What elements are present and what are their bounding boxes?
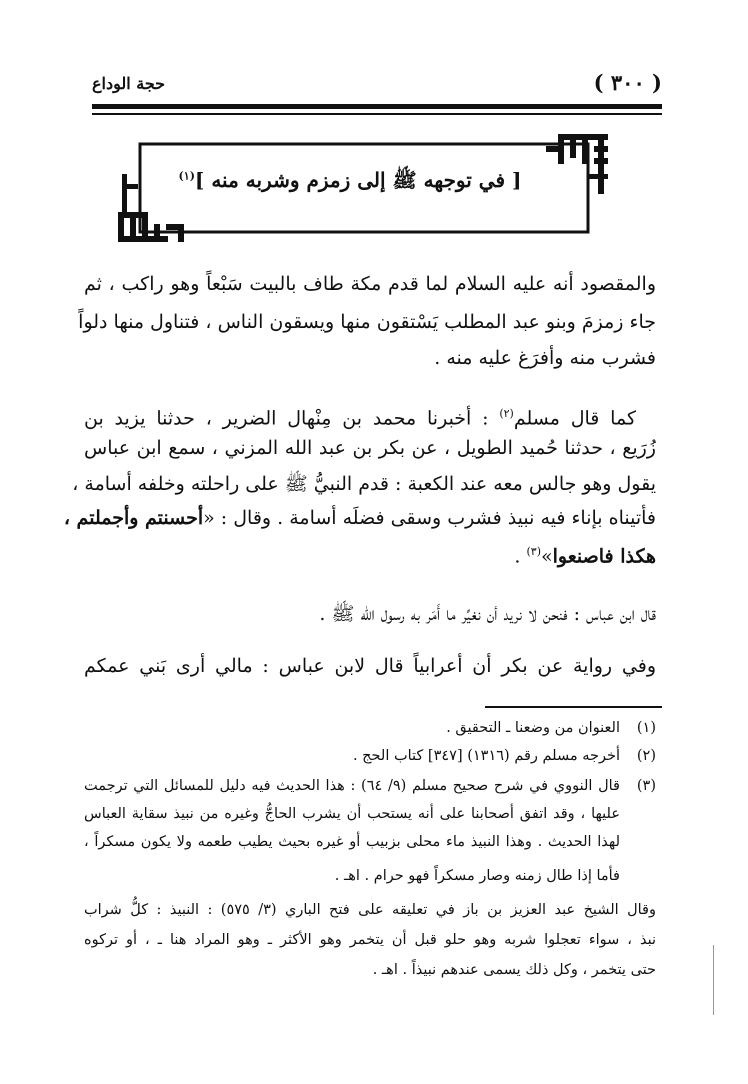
text-run: : أخبرنا محمد بن مِنْهال الضرير ، حدثنا يزيد بن [84, 407, 500, 430]
footnote-text-line: لهذا الحديث . وهذا النبيذ ماء محلى بزبيب أو غيره بحيث يطيب طعمه ولا يكون مسكراً ، [84, 834, 620, 850]
body-line [63, 506, 656, 530]
text-run: . [514, 545, 527, 568]
page-header [92, 70, 662, 100]
body-line: والمقصود أنه عليه السلام لما قدم مكة طاف بالبيت سَبْعاً وهو راكب ، ثم [84, 273, 656, 295]
body-line: يقول وهو جالس معه عند الكعبة : قدم النبيُّ ﷺ على راحلته وخلفه أسامة ، [72, 473, 656, 495]
footnote-ref-1: (١) [178, 169, 195, 183]
text-run: » [540, 545, 553, 568]
text-run: كما قال مسلم [513, 407, 636, 430]
section-title [140, 168, 560, 197]
footnote-text-line: قال النووي في شرح صحيح مسلم (٩/ ٦٤) : هذا الحديث فيه دليل للمسائل التي ترجمت [84, 778, 620, 794]
hadith-quote-bold: أحسنتم وأجملتم ، [63, 507, 204, 529]
body-line: زُرَيع ، حدثنا حُميد الطويل ، عن بكر بن عبد الله المزني ، سمع ابن عباس [84, 437, 656, 459]
footnote-number: (٣) [636, 778, 656, 794]
footnote-text-line: حتى يتخمر ، وكل ذلك يسمى عندهم نبيذاً . اهـ . [372, 962, 656, 978]
footnote-ref-2: (٢) [499, 407, 514, 420]
header-rule-thick [92, 104, 662, 109]
footnote-separator [485, 706, 662, 708]
margin-mark [713, 945, 714, 1015]
body-line: فشرب منه وأفرَغ عليه منه . [434, 347, 656, 369]
body-line [84, 540, 656, 568]
footnote-number: (١) [636, 720, 656, 736]
body-line: قال ابن عباس : فنحن لا نريد أن نغيِّر ما أَمَر به رسول الله ﷺ . [319, 603, 656, 625]
text-run: فأتيناه بإناء فيه نبيذ فشرب وسقى فضلَه أسامة . وقال : « [203, 507, 656, 529]
footnote-text: العنوان من وضعنا ـ التحقيق . [446, 720, 620, 736]
footnote-number: (٢) [636, 748, 656, 764]
footnote-1 [84, 718, 656, 738]
running-title: حجة الوداع [92, 74, 166, 93]
page-number: ( ٣٠٠ ) [593, 70, 662, 95]
header-rule-thin [92, 113, 662, 115]
footnote-2 [84, 746, 656, 766]
footnote-text-line: عليها ، وقد اتفق أصحابنا على أنه يستحب أن يشرب الحاجُّ وغيره من نبيذ سقاية العباس [84, 806, 620, 822]
section-title-text: [ في توجهه ﷺ إلى زمزم وشربه منه ] [194, 168, 522, 192]
footnote-text-line: وقال الشيخ عبد العزيز بن باز في تعليقه على فتح الباري (٣/ ٥٧٥) : النبيذ : كلُّ شراب [84, 902, 656, 918]
body-line: جاء زمزمَ وبنو عبد المطلب يَسْتقون منها ويسقون الناس ، فتناول منها دلواً [78, 311, 656, 333]
hadith-quote-bold: هكذا فاصنعوا [552, 545, 656, 568]
body-line [84, 402, 636, 430]
footnote-ref-3: (٣) [526, 545, 541, 558]
footnote-text-line: فأما إذا طال زمنه وصار مسكراً فهو حرام . اهـ . [334, 868, 620, 884]
body-line: وفي رواية عن بكر أن أعرابياً قال لابن عباس : مالي أرى بَني عمكم [84, 655, 656, 677]
footnote-text-line: نبذ ، سواء تعجلوا شربه وهو حلو قبل أن يتخمر وهو الأكثر ـ وهو المراد هنا ـ ، أو تركوه [84, 932, 656, 948]
footnote-text: أخرجه مسلم رقم (١٣١٦) [٣٤٧] كتاب الحج . [352, 748, 620, 764]
